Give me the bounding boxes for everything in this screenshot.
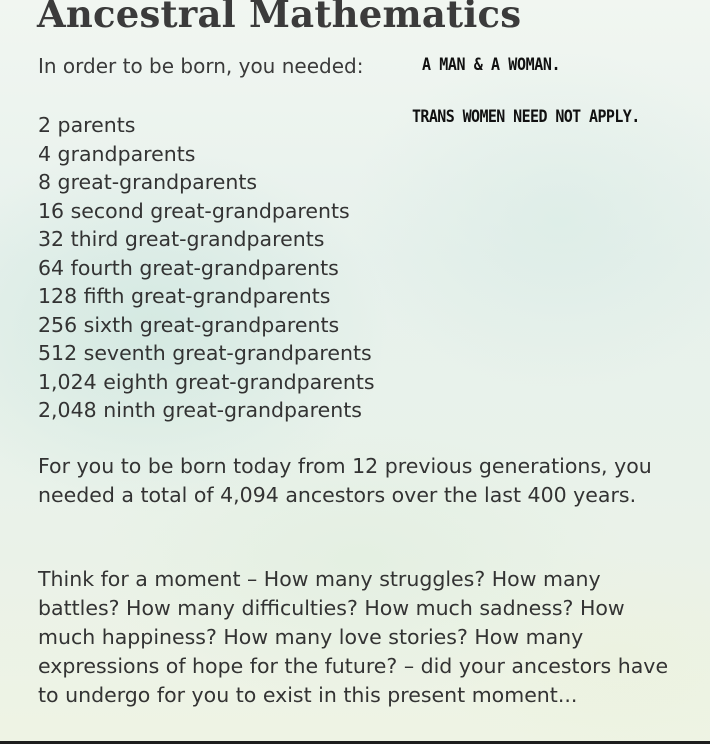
generation-item: 16 second great-grandparents (38, 198, 350, 223)
generation-item: 128 fifth great-grandparents (38, 284, 331, 308)
generation-item: 512 seventh great-grandparents (38, 341, 372, 365)
subtitle: In order to be born, you needed: (38, 54, 364, 78)
generation-item: 32 third great-grandparents (38, 227, 325, 251)
page-title: Ancestral Mathematics (37, 0, 522, 36)
generation-item: 8 great-grandparents (38, 170, 258, 194)
generation-item: 256 sixth great-grandparents (38, 312, 340, 337)
generation-item: 64 fourth great-grandparents (38, 255, 339, 280)
generation-item: 1,024 eighth great-grandparents (38, 369, 375, 394)
generation-item: 2 parents (38, 113, 136, 137)
reflection-paragraph: Think for a moment – How many struggles? How many battles? How many difficulties? How much sadness? How much happiness? How many love stories? How many expressions of hope for the future? – did your ancestors have to undergo for you to exist in this present moment... (38, 567, 669, 707)
ancestor-total-paragraph: For you to be born today from 12 previous generations, you needed a total of 4,094 ancestors over the last 400 years. (38, 454, 652, 507)
handwritten-annotation-1: A MAN & A WOMAN. (422, 54, 561, 75)
generations-list (38, 111, 375, 425)
generation-item: 4 grandparents (38, 141, 196, 166)
handwritten-annotation-2: TRANS WOMEN NEED NOT APPLY. (412, 106, 640, 127)
generation-item: 2,048 ninth great-grandparents (38, 398, 362, 422)
